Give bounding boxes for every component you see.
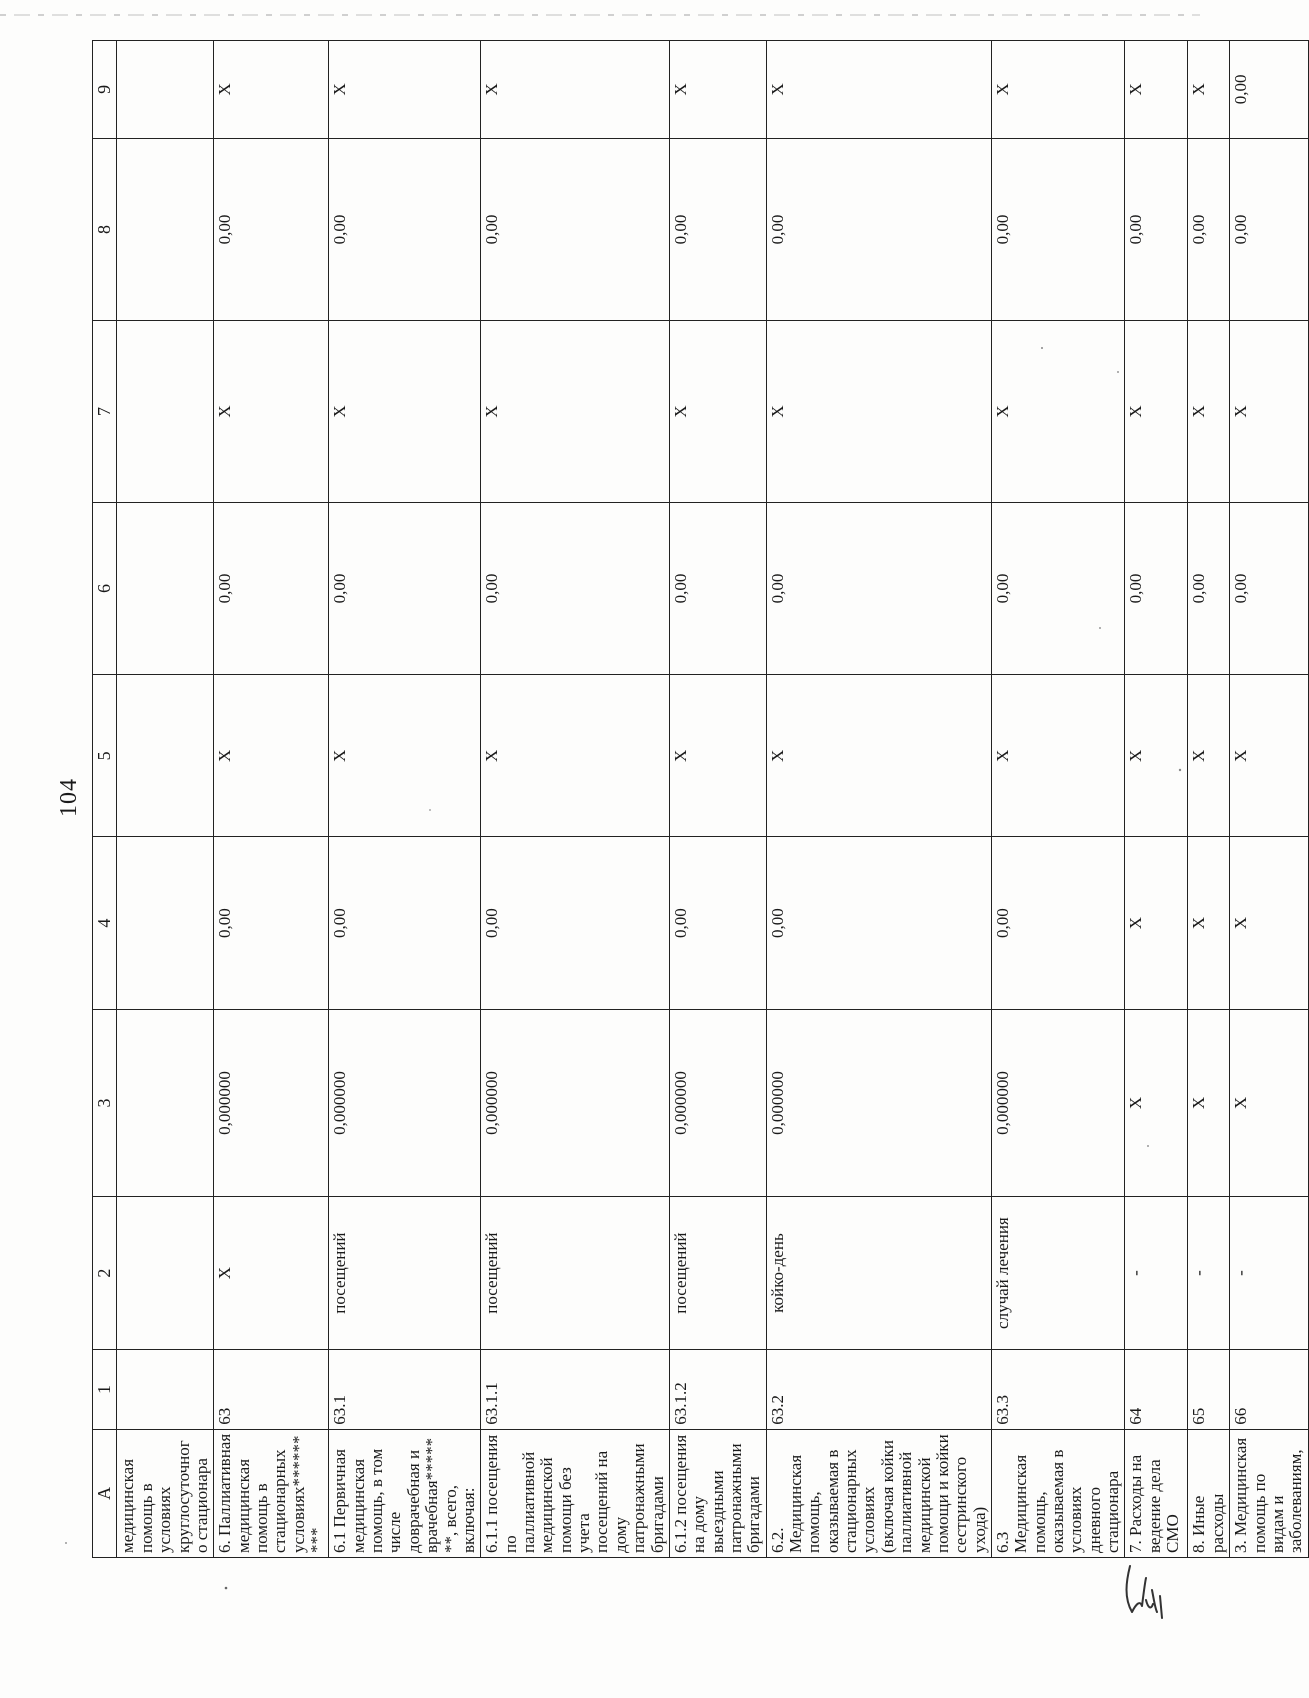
cell-col-7: X: [1230, 321, 1308, 502]
cell-col-4: 0,00: [991, 837, 1125, 1010]
cell-code: 63.1.2: [669, 1350, 766, 1429]
cell-col-8: 0,00: [329, 138, 481, 321]
header-col-8: 8: [93, 138, 117, 321]
cell-name: 6. Паллиативная медицинская помощь в стационарных условиях*********: [214, 1429, 329, 1557]
cell-col-4: X: [1230, 837, 1308, 1010]
table-row: [1125, 41, 1188, 1558]
cell-col-3: 0,000000: [329, 1010, 481, 1197]
cell-col-6: [117, 502, 214, 675]
cell-col-4: X: [1188, 837, 1230, 1010]
cell-unit: койко-день: [766, 1196, 991, 1349]
cell-code: 63.1: [329, 1350, 481, 1429]
cell-col-5: X: [214, 675, 329, 837]
cell-col-4: 0,00: [766, 837, 991, 1010]
cell-name: 6.3 Медицинская помощь, оказываемая в условиях дневного стационара: [991, 1429, 1125, 1557]
cell-unit: посещений: [329, 1196, 481, 1349]
cell-col-7: X: [214, 321, 329, 502]
cell-name: медицинская помощь в условиях круглосуточного стационара: [117, 1429, 214, 1557]
cell-unit: -: [1125, 1196, 1188, 1349]
cell-col-9: X: [329, 41, 481, 139]
cell-unit: [117, 1196, 214, 1349]
cell-col-5: [117, 675, 214, 837]
cell-code: 64: [1125, 1350, 1188, 1429]
table-row: [1230, 41, 1308, 1558]
cell-col-8: [117, 138, 214, 321]
cell-name: 7. Расходы на ведение дела СМО: [1125, 1429, 1188, 1557]
page-number: 104: [56, 778, 82, 817]
table-row: [766, 41, 991, 1558]
cell-col-4: 0,00: [329, 837, 481, 1010]
table-row: [481, 41, 670, 1558]
cell-name: 6.1.2 посещения на дому выездными патронажными бригадами: [669, 1429, 766, 1557]
cell-col-5: X: [1230, 675, 1308, 837]
cell-col-5: X: [991, 675, 1125, 837]
cell-col-7: X: [991, 321, 1125, 502]
cell-col-5: X: [1125, 675, 1188, 837]
header-col-9: 9: [93, 41, 117, 139]
header-col-2: 2: [93, 1196, 117, 1349]
cell-col-9: X: [766, 41, 991, 139]
cell-col-9: 0,00: [1230, 41, 1308, 139]
cell-col-3: [117, 1010, 214, 1197]
cell-col-3: 0,000000: [481, 1010, 670, 1197]
header-col-4: 4: [93, 837, 117, 1010]
header-col-3: 3: [93, 1010, 117, 1197]
cell-col-5: X: [1188, 675, 1230, 837]
cell-col-7: X: [1188, 321, 1230, 502]
cell-col-8: 0,00: [669, 138, 766, 321]
cell-name: 6.1.1 посещения по паллиативной медицинской помощи без учета посещений на дому патронажными бригадами: [481, 1429, 670, 1557]
cell-col-8: 0,00: [991, 138, 1125, 321]
cell-code: 63.3: [991, 1350, 1125, 1429]
cell-col-6: 0,00: [1125, 502, 1188, 675]
data-table: [92, 40, 1309, 1558]
cell-col-6: 0,00: [329, 502, 481, 675]
cell-col-3: X: [1230, 1010, 1308, 1197]
cell-col-6: 0,00: [766, 502, 991, 675]
table-row: [1188, 41, 1230, 1558]
cell-col-9: X: [1188, 41, 1230, 139]
cell-col-3: X: [1125, 1010, 1188, 1197]
table-row: [991, 41, 1125, 1558]
table-row: [214, 41, 329, 1558]
cell-unit: X: [214, 1196, 329, 1349]
cell-code: 63: [214, 1350, 329, 1429]
header-row: [93, 41, 117, 1558]
cell-col-5: X: [329, 675, 481, 837]
cell-col-9: X: [669, 41, 766, 139]
header-col-1: 1: [93, 1350, 117, 1429]
cell-name: 8. Иные расходы: [1188, 1429, 1230, 1557]
cell-col-7: X: [1125, 321, 1188, 502]
cell-col-5: X: [669, 675, 766, 837]
cell-col-8: 0,00: [1230, 138, 1308, 321]
cell-col-8: 0,00: [481, 138, 670, 321]
cell-code: [117, 1350, 214, 1429]
cell-col-7: X: [669, 321, 766, 502]
cell-col-8: 0,00: [214, 138, 329, 321]
cell-col-4: 0,00: [669, 837, 766, 1010]
cell-code: 63.1.1: [481, 1350, 670, 1429]
table-row: [329, 41, 481, 1558]
cell-col-6: 0,00: [214, 502, 329, 675]
cell-name: 6.1 Первичная медицинская помощь, в том числе доврачебная и врачебная*******, всего, включая:: [329, 1429, 481, 1557]
header-col-6: 6: [93, 502, 117, 675]
cell-col-3: X: [1188, 1010, 1230, 1197]
header-col-5: 5: [93, 675, 117, 837]
cell-unit: посещений: [669, 1196, 766, 1349]
cell-col-7: X: [329, 321, 481, 502]
cell-col-3: 0,000000: [766, 1010, 991, 1197]
cell-col-6: 0,00: [481, 502, 670, 675]
cell-col-6: 0,00: [991, 502, 1125, 675]
cell-unit: посещений: [481, 1196, 670, 1349]
cell-col-7: X: [481, 321, 670, 502]
handwritten-signature: [1118, 1560, 1168, 1620]
cell-code: 66: [1230, 1350, 1308, 1429]
header-col-7: 7: [93, 321, 117, 502]
scan-edge-noise: [0, 14, 1200, 16]
header-col-a: A: [93, 1429, 117, 1557]
cell-col-6: 0,00: [1230, 502, 1308, 675]
cell-col-8: 0,00: [1188, 138, 1230, 321]
cell-unit: случай лечения: [991, 1196, 1125, 1349]
cell-col-9: X: [1125, 41, 1188, 139]
cell-col-8: 0,00: [1125, 138, 1188, 321]
cell-code: 63.2: [766, 1350, 991, 1429]
cell-col-3: 0,000000: [214, 1010, 329, 1197]
cell-col-3: 0,000000: [669, 1010, 766, 1197]
cell-unit: -: [1188, 1196, 1230, 1349]
cell-col-5: X: [481, 675, 670, 837]
cell-col-4: 0,00: [481, 837, 670, 1010]
cell-col-9: [117, 41, 214, 139]
table-row: [669, 41, 766, 1558]
cell-col-9: X: [214, 41, 329, 139]
cell-name: 6.2. Медицинская помощь, оказываемая в стационарных условиях (включая койки паллиативной медицинской помощи и койки сестринского ухода): [766, 1429, 991, 1557]
cell-col-4: X: [1125, 837, 1188, 1010]
table-rotated-container: [92, 40, 1306, 1558]
cell-col-8: 0,00: [766, 138, 991, 321]
cell-col-5: X: [766, 675, 991, 837]
cell-code: 65: [1188, 1350, 1230, 1429]
cell-col-4: [117, 837, 214, 1010]
cell-col-7: X: [766, 321, 991, 502]
cell-col-9: X: [481, 41, 670, 139]
cell-col-6: 0,00: [669, 502, 766, 675]
cell-col-4: 0,00: [214, 837, 329, 1010]
table-row: [117, 41, 214, 1558]
cell-name: 3. Медицинская помощь по видам и заболеваниям,: [1230, 1429, 1308, 1557]
cell-col-7: [117, 321, 214, 502]
cell-col-3: 0,000000: [991, 1010, 1125, 1197]
cell-unit: -: [1230, 1196, 1308, 1349]
cell-col-9: X: [991, 41, 1125, 139]
cell-col-6: 0,00: [1188, 502, 1230, 675]
